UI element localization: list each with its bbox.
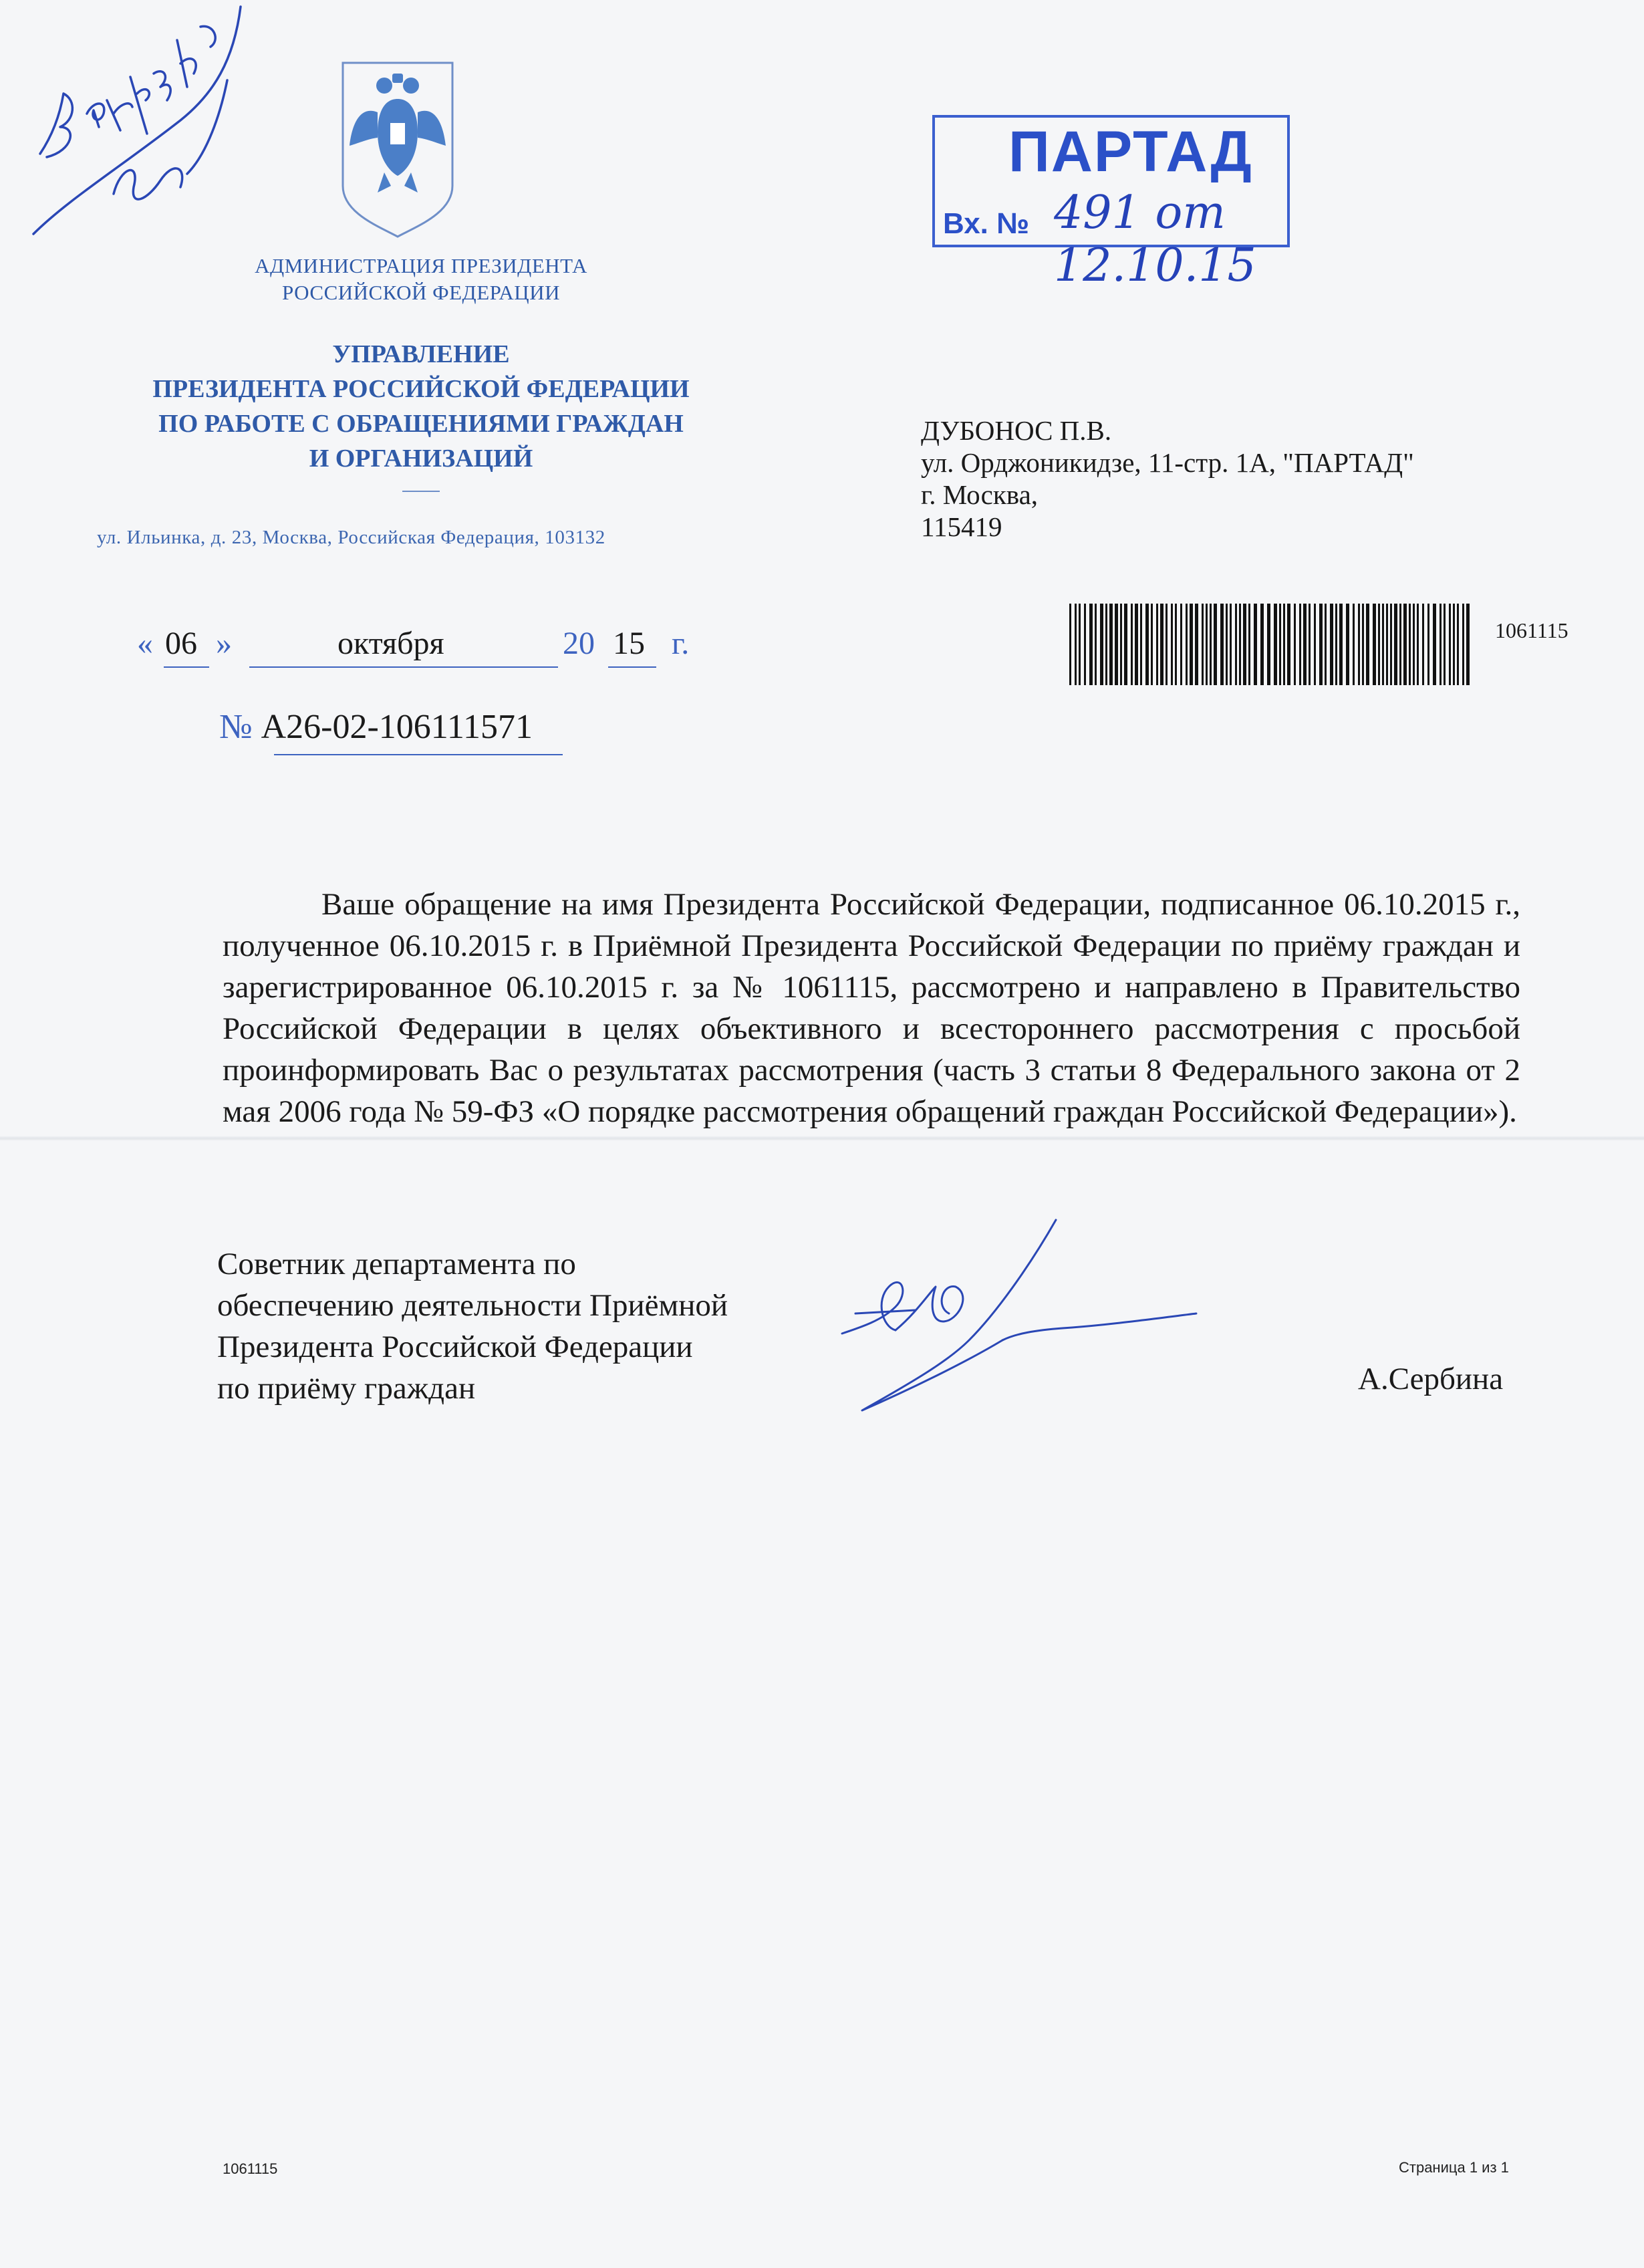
barcode-bar [1294,604,1296,685]
date-year-underline [608,666,656,668]
barcode-bar [1417,604,1419,685]
barcode-bar [1145,604,1149,685]
reg-number-underline [274,754,563,755]
barcode-bar [1239,604,1241,685]
signatory-title-line-4: по приёму граждан [217,1371,476,1406]
barcode-bar [1135,604,1138,685]
recipient-city: г. Москва, [921,479,1039,510]
letterhead-address: ул. Ильинка, д. 23, Москва, Российская Федерация, 103132 [97,527,605,548]
barcode-bar [1366,604,1369,685]
department-line-2: ПРЕЗИДЕНТА РОССИЙСКОЙ ФЕДЕРАЦИИ [152,375,690,403]
barcode-bar [1287,604,1290,685]
barcode-bar [1319,604,1323,685]
barcode-bar [1427,604,1429,685]
signatory-title-line-1: Советник департамента по [217,1247,576,1281]
department-name [80,337,762,476]
barcode-bar [1394,604,1397,685]
barcode-bar [1075,604,1077,685]
barcode-bar [1413,604,1415,685]
stamp-incoming-label: Вх. № [943,207,1030,240]
barcode-bar [1151,604,1153,685]
recipient-block [921,414,1414,543]
barcode-bar [1120,604,1122,685]
barcode-bar [1260,604,1264,685]
barcode-bar [1422,604,1424,685]
barcode-bar [1235,604,1237,685]
barcode-bar [1156,604,1158,685]
barcode-bar [1254,604,1257,685]
letterhead [80,253,762,492]
barcode-bar [1457,604,1459,685]
barcode-bar [1362,604,1364,685]
barcode-bar [1299,604,1301,685]
paper-fold [0,1136,1644,1140]
barcode-bar [1403,604,1407,685]
barcode-bar [1220,604,1224,685]
barcode-bar [1339,604,1343,685]
barcode-bar [1069,604,1071,685]
registration-number [219,707,533,747]
barcode-bar [1160,604,1163,685]
date-day: 06 [165,626,197,661]
barcode-bar [1353,604,1355,685]
barcode-bar [1303,604,1307,685]
barcode-bar [1386,604,1388,685]
barcode-bar [1440,604,1442,685]
barcode-bar [1202,604,1204,685]
letterhead-divider [402,491,440,492]
barcode-bar [1190,604,1193,685]
date-year-prefix: 20 [563,626,595,661]
barcode-bar [1186,604,1188,685]
date-open-quote: « [137,626,153,661]
recipient-postcode: 115419 [921,511,1002,542]
date-month: октября [337,626,444,661]
barcode-bar [1409,604,1411,685]
barcode-number: 1061115 [1495,618,1568,642]
date-day-underline [164,666,209,668]
barcode-bar [1095,604,1097,685]
department-line-4: И ОРГАНИЗАЦИЙ [309,445,533,473]
barcode-bar [1166,604,1168,685]
date-year-suffix: 15 [613,626,645,661]
barcode-bar [1226,604,1228,685]
barcode-bar [1335,604,1337,685]
signatory-name: А.Сербина [1358,1362,1504,1396]
barcode-bar [1462,604,1464,685]
administration-line-1: АДМИНИСТРАЦИЯ ПРЕЗИДЕНТА [255,254,587,277]
coat-of-arms-emblem [337,59,458,239]
barcode-bar [1230,604,1232,685]
barcode-bar [1248,604,1250,685]
barcode-bar [1171,604,1173,685]
stamp-title: ПАРТАД [1008,120,1253,184]
barcode-bar [1279,604,1281,685]
date-year-label: г. [672,626,690,661]
barcode [1069,604,1474,685]
barcode-bar [1449,604,1451,685]
recipient-name: ДУБОНОС П.В. [921,415,1112,446]
department-line-1: УПРАВЛЕНИЕ [332,340,510,368]
signatory-title [217,1243,728,1409]
barcode-bar [1373,604,1376,685]
barcode-bar [1084,604,1086,685]
signatory-title-line-3: Президента Российской Федерации [217,1330,693,1364]
barcode-bar [1115,604,1118,685]
barcode-bar [1243,604,1246,685]
barcode-bar [1109,604,1113,685]
barcode-bar [1378,604,1380,685]
barcode-bar [1175,604,1177,685]
barcode-bar [1131,604,1133,685]
administration-line-2: РОССИЙСКОЙ ФЕДЕРАЦИИ [282,281,560,304]
footer-doc-id: 1061115 [223,2160,278,2177]
barcode-bar [1390,604,1392,685]
barcode-bar [1283,604,1285,685]
barcode-bar [1089,604,1093,685]
handwritten-signature [835,1213,1210,1414]
signatory-title-line-2: обеспечению деятельности Приёмной [217,1288,728,1323]
barcode-bar [1358,604,1360,685]
footer-page-number: Страница 1 из 1 [1399,2159,1509,2176]
barcode-bar [1466,604,1470,685]
barcode-bar [1314,604,1316,685]
barcode-bar [1124,604,1127,685]
handwritten-archive-note [13,0,254,247]
barcode-bar [1382,604,1384,685]
reg-number-value: А26-02-106111571 [261,708,533,746]
barcode-bar [1180,604,1182,685]
barcode-bar [1195,604,1198,685]
stamp-handwritten-number: 491 от 12.10.15 [1054,186,1256,292]
barcode-bar [1399,604,1401,685]
barcode-bar [1267,604,1270,685]
incoming-stamp [932,115,1290,292]
barcode-bar [1079,604,1081,685]
barcode-bar [1444,604,1446,685]
barcode-bar [1105,604,1107,685]
recipient-street: ул. Орджоникидзе, 11-стр. 1А, "ПАРТАД" [921,447,1414,478]
letter-body: Ваше обращение на имя Президента Российской Федерации, подписанное 06.10.2015 г., полученное 06.10.2015 г. в Приёмной Президента Российской Федерации по приёму граждан и зарегистрированное 06.10.2015 г. за № 1061115, рассмотрено и направлено в Правительство Российской Федерации в целях объективного и всестороннего рассмотрения с просьбой проинформировать Вас о результатах рассмотрения (часть 3 статьи 8 Федерального закона от 2 мая 2006 года № 59-ФЗ «О порядке рассмотрения обращений граждан Российской Федерации»). [223,887,1520,1129]
date-close-quote: » [216,626,232,661]
barcode-bar [1214,604,1217,685]
barcode-bar [1325,604,1327,685]
barcode-bar [1330,604,1333,685]
barcode-bar [1210,604,1212,685]
barcode-bar [1206,604,1208,685]
reg-number-label: № [219,708,253,746]
date-month-underline [249,666,558,668]
barcode-bar [1274,604,1277,685]
barcode-bar [1309,604,1311,685]
barcode-bar [1140,604,1142,685]
barcode-bar [1433,604,1436,685]
barcode-bar [1453,604,1455,685]
barcode-bar [1346,604,1349,685]
barcode-bar [1100,604,1103,685]
department-line-3: ПО РАБОТЕ С ОБРАЩЕНИЯМИ ГРАЖДАН [158,410,684,438]
